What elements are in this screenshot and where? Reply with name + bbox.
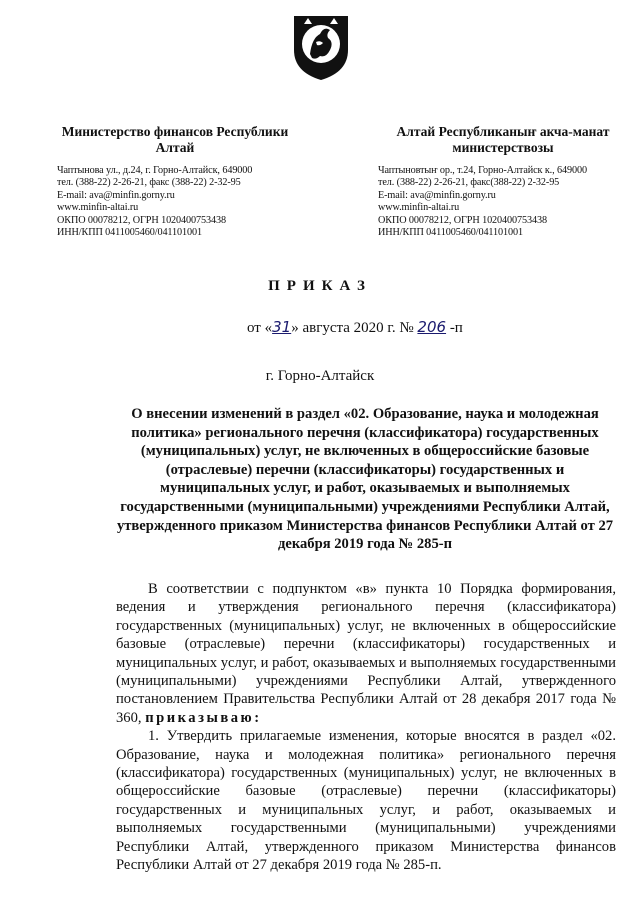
inn-kpp: ИНН/КПП 0411005460/041101001 [378, 227, 524, 239]
city-line: г. Горно-Алтайск [265, 368, 375, 384]
email: E-mail: ava@minfin.gorny.ru [378, 189, 496, 201]
handwritten-day: 31 [272, 318, 292, 336]
clause-1-paragraph: 1. Утвердить прилагаемые изменения, которые вносятся в раздел «02. Образование, наука и молодежная политика» регионального перечня (классификатора) государственных (муниципальных) услуг, не включенных в общероссийские базовые (отраслевые) перечни (классификаторы) государственных и муниципальных услуг, и работ, оказываемых и выполняемых государственными (муниципальными) учреждениями Республики Алтай, утвержденного приказом Министерства финансов Республики Алтай от 27 декабря 2019 года № 285-п. [116, 728, 616, 874]
ministry-name: Министерство финансов Республики Алтай [61, 124, 289, 155]
phone: тел. (388-22) 2-26-21, факс(388-22) 2-32-95 [378, 177, 560, 189]
date-prefix: от « [247, 320, 273, 336]
document-title: ПРИКАЗ [268, 278, 372, 294]
order-date-line [247, 318, 463, 337]
okpo-ogrn: ОКПО 00078212, ОГРН 1020400753438 [378, 214, 547, 226]
handwritten-order-number: 206 [417, 318, 447, 336]
order-number-suffix: -п [446, 320, 463, 336]
address: Чаптыновтыҥ ор., т.24, Горно-Алтайск к., 649000 [378, 165, 587, 176]
address: Чаптынова ул., д.24, г. Горно-Алтайск, 649000 [57, 165, 253, 176]
ministry-contact-details [57, 165, 320, 239]
ministry-contact-details [378, 165, 640, 239]
order-subject-heading: О внесении изменений в раздел «02. Образование, наука и молодежная политика» регионального перечня (классификатора) государственных (муниципальных) услуг, не включенных в общероссийские базовые (отраслевые) перечни (классификаторы) государственных и муниципальных услуг, и работ, оказываемых и выполняемых государственными (муниципальными) учреждениями Республики Алтай, утвержденного приказом Министерства финансов Республики Алтай от 27 декабря 2019 года № 285-п [116, 406, 614, 553]
preamble-text: В соответствии с подпунктом «в» пункта 10 Порядка формирования, ведения и утверждения регионального перечня (классификатора) государственных (муниципальных) услуг, не включенных в общероссийские базовые (отраслевые) перечни (классификаторы) государственных и муниципальных услуг, и работ, оказываемых и выполняемых государственными (муниципальными) учреждениями Республики Алтай, утвержденного постановлением Правительства Республики Алтай от 28 декабря 2017 года № 360, [116, 581, 616, 726]
okpo-ogrn: ОКПО 00078212, ОГРН 1020400753438 [57, 214, 226, 226]
ministry-header-altai [378, 124, 640, 239]
order-body [116, 580, 616, 875]
inn-kpp: ИНН/КПП 0411005460/041101001 [57, 227, 203, 239]
order-keyword: приказываю: [145, 709, 262, 726]
coat-of-arms-emblem [290, 12, 352, 82]
ministry-header-russian [57, 124, 320, 239]
website: www.minfin-altai.ru [378, 202, 460, 214]
ministry-name: Алтай Республиканыҥ акча-манат министерствозы [396, 124, 610, 155]
website: www.minfin-altai.ru [57, 202, 139, 214]
date-month-year: » августа 2020 г. № [291, 320, 418, 336]
email: E-mail: ava@minfin.gorny.ru [57, 189, 175, 201]
preamble-paragraph [116, 580, 616, 727]
phone: тел. (388-22) 2-26-21, факс (388-22) 2-32-95 [57, 177, 241, 189]
